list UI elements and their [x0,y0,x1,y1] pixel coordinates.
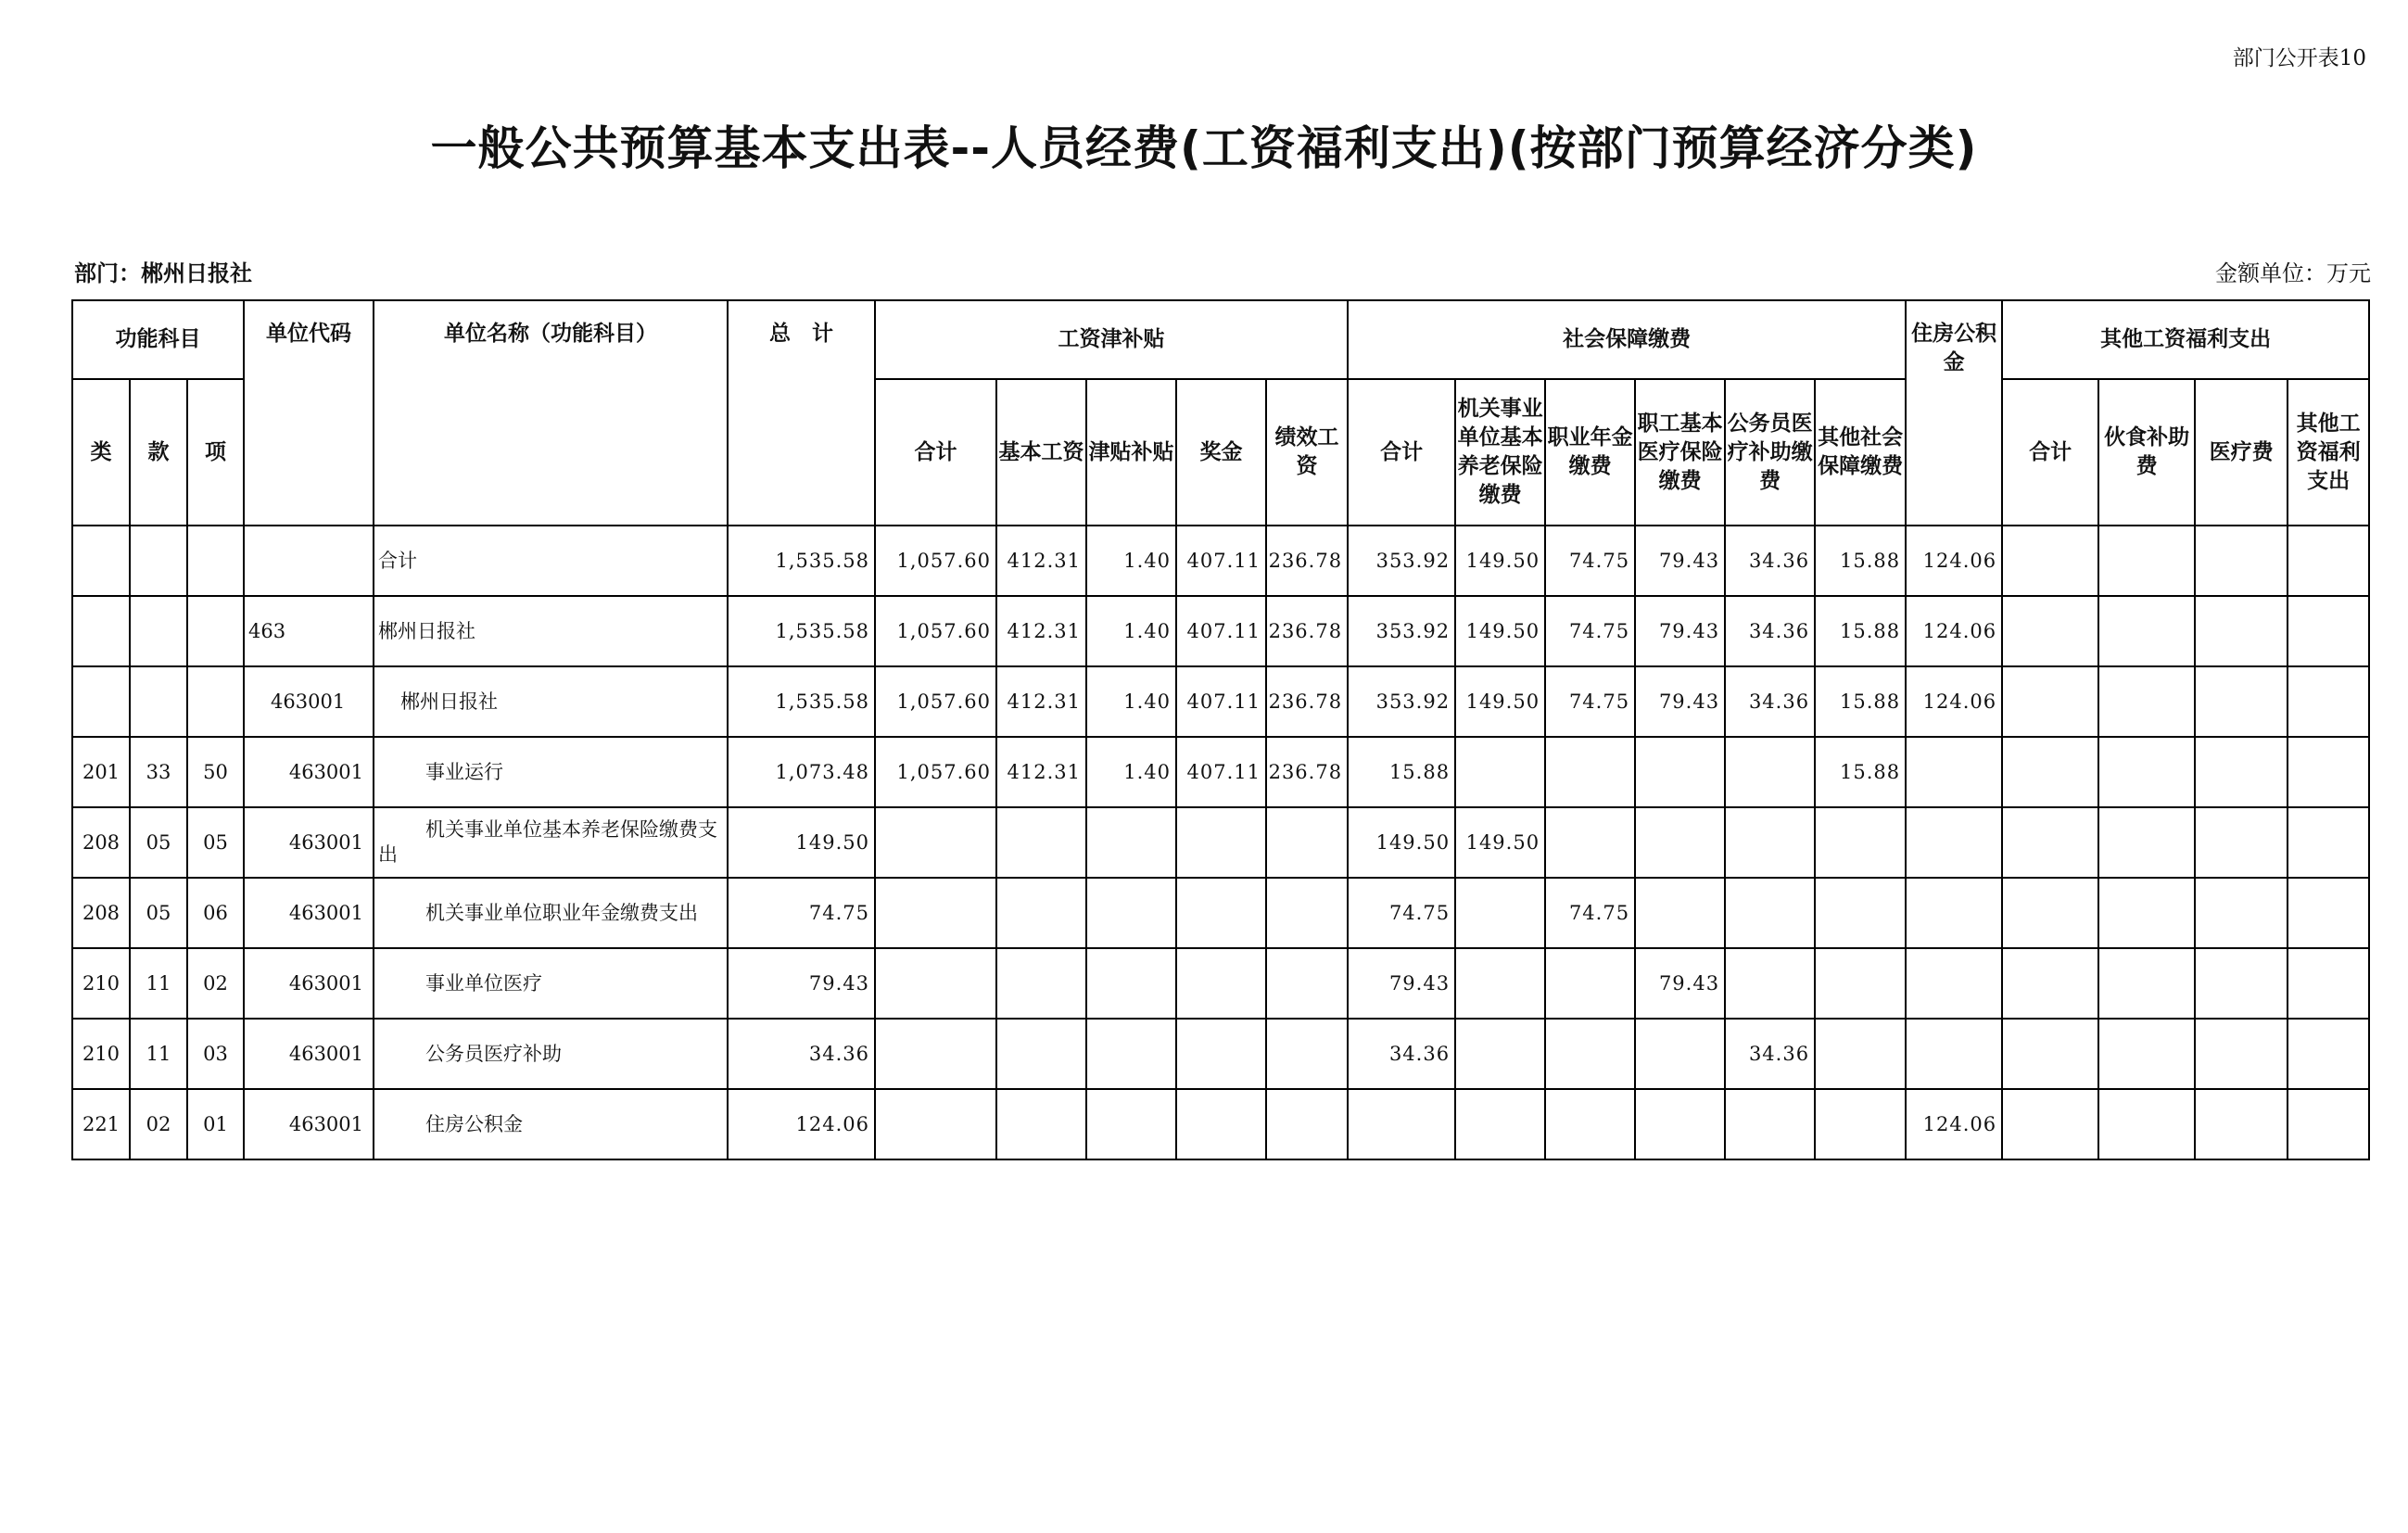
pension-cell [1455,948,1545,1019]
basic-wage-cell [996,1089,1086,1159]
other-welfare-cell [2288,1019,2369,1089]
other-welfare-cell [2288,948,2369,1019]
other-welfare-cell [2288,878,2369,948]
wage-subtotal-header: 合计 [875,379,996,526]
social-total-cell: 15.88 [1348,737,1455,807]
other-total-cell [2002,596,2098,666]
meal-cell [2098,666,2195,737]
annuity-cell [1545,948,1635,1019]
civil-medical-cell [1725,807,1815,878]
bonus-cell: 407.11 [1176,526,1266,596]
xiang-cell: 01 [187,1089,244,1159]
xiang-cell: 05 [187,807,244,878]
unit-code-cell [244,526,374,596]
meal-cell [2098,1089,2195,1159]
pension-header: 机关事业单位基本养老保险缴费 [1455,379,1545,526]
other-total-cell [2002,526,2098,596]
allowance-cell: 1.40 [1086,526,1176,596]
total-cell: 1,535.58 [728,666,875,737]
bonus-cell [1176,878,1266,948]
annuity-cell [1545,1019,1635,1089]
other-social-cell: 15.88 [1815,666,1906,737]
annuity-cell [1545,1089,1635,1159]
annuity-cell [1545,737,1635,807]
table-row [72,666,2369,737]
performance-cell: 236.78 [1266,666,1348,737]
other-total-cell [2002,737,2098,807]
lei-cell: 221 [72,1089,130,1159]
occupational-annuity-header: 职业年金缴费 [1545,379,1635,526]
kuan-cell: 05 [130,807,187,878]
medical-fee-cell [2195,526,2288,596]
performance-cell [1266,1089,1348,1159]
pension-cell: 149.50 [1455,666,1545,737]
lei-cell: 208 [72,807,130,878]
basic-wage-cell: 412.31 [996,526,1086,596]
form-number-label: 部门公开表10 [2232,46,2366,70]
performance-wage-header: 绩效工资 [1266,379,1348,526]
social-group-header: 社会保障缴费 [1348,300,1906,379]
annuity-cell: 74.75 [1545,596,1635,666]
pension-cell: 149.50 [1455,526,1545,596]
unit-code-cell: 463001 [244,1089,374,1159]
xiang-cell: 06 [187,878,244,948]
medical-insurance-cell: 79.43 [1635,948,1725,1019]
kuan-cell: 11 [130,1019,187,1089]
meal-allowance-header: 伙食补助费 [2098,379,2195,526]
xiang-cell: 03 [187,1019,244,1089]
medical-insurance-cell [1635,737,1725,807]
unit-code-cell: 463 [244,596,374,666]
unit-name-header: 单位名称（功能科目） [374,300,728,526]
meal-cell [2098,807,2195,878]
annuity-cell: 74.75 [1545,878,1635,948]
medical-fee-cell [2195,807,2288,878]
unit-code-cell: 463001 [244,878,374,948]
lei-cell: 201 [72,737,130,807]
wage-total-cell [875,948,996,1019]
medical-fee-header: 医疗费 [2195,379,2288,526]
medical-insurance-cell [1635,807,1725,878]
social-total-cell [1348,1089,1455,1159]
other-social-header: 其他社会保障缴费 [1815,379,1906,526]
other-total-cell [2002,807,2098,878]
total-cell: 34.36 [728,1019,875,1089]
annuity-cell: 74.75 [1545,526,1635,596]
table-row [72,526,2369,596]
total-cell: 149.50 [728,807,875,878]
unit-code-cell: 463001 [244,1019,374,1089]
xiang-cell: 50 [187,737,244,807]
xiang-cell [187,666,244,737]
housing-fund-cell: 124.06 [1906,666,2002,737]
medical-fee-cell [2195,948,2288,1019]
meal-cell [2098,878,2195,948]
table-row [72,1089,2369,1159]
bonus-cell: 407.11 [1176,596,1266,666]
allowance-cell [1086,878,1176,948]
other-total-cell [2002,1019,2098,1089]
table-row [72,1019,2369,1089]
allowance-header: 津贴补贴 [1086,379,1176,526]
basic-wage-cell [996,948,1086,1019]
performance-cell: 236.78 [1266,526,1348,596]
basic-wage-cell [996,1019,1086,1089]
table-row [72,807,2369,878]
other-total-cell [2002,878,2098,948]
meal-cell [2098,948,2195,1019]
medical-insurance-header: 职工基本医疗保险缴费 [1635,379,1725,526]
lei-cell [72,526,130,596]
page-title: 一般公共预算基本支出表--人员经费(工资福利支出)(按部门预算经济分类) [430,121,1978,175]
other-social-cell: 15.88 [1815,526,1906,596]
performance-cell: 236.78 [1266,737,1348,807]
total-cell: 79.43 [728,948,875,1019]
kuan-cell: 02 [130,1089,187,1159]
kuan-cell: 11 [130,948,187,1019]
basic-wage-cell: 412.31 [996,737,1086,807]
medical-insurance-cell: 79.43 [1635,526,1725,596]
unit-code-cell: 463001 [244,807,374,878]
other-welfare-cell [2288,526,2369,596]
social-total-cell: 149.50 [1348,807,1455,878]
other-welfare-cell [2288,596,2369,666]
xiang-cell [187,596,244,666]
housing-fund-header: 住房公积金 [1906,300,2002,526]
kuan-cell: 05 [130,878,187,948]
annuity-cell: 74.75 [1545,666,1635,737]
wage-total-cell [875,807,996,878]
other-social-cell [1815,1019,1906,1089]
housing-fund-cell [1906,948,2002,1019]
total-cell: 74.75 [728,878,875,948]
pension-cell [1455,1019,1545,1089]
basic-wage-header: 基本工资 [996,379,1086,526]
xiang-header: 项 [187,379,244,526]
bonus-cell: 407.11 [1176,737,1266,807]
kuan-cell: 33 [130,737,187,807]
allowance-cell [1086,948,1176,1019]
lei-cell [72,596,130,666]
housing-fund-cell [1906,737,2002,807]
meal-cell [2098,596,2195,666]
bonus-cell [1176,807,1266,878]
civil-servant-medical-header: 公务员医疗补助缴费 [1725,379,1815,526]
medical-fee-cell [2195,1019,2288,1089]
meal-cell [2098,737,2195,807]
table-row [72,596,2369,666]
kuan-header: 款 [130,379,187,526]
housing-fund-cell: 124.06 [1906,526,2002,596]
bonus-cell [1176,1089,1266,1159]
medical-fee-cell [2195,737,2288,807]
medical-insurance-cell [1635,1019,1725,1089]
pension-cell: 149.50 [1455,596,1545,666]
bonus-cell [1176,948,1266,1019]
performance-cell [1266,948,1348,1019]
allowance-cell [1086,1089,1176,1159]
medical-insurance-cell: 79.43 [1635,666,1725,737]
housing-fund-cell [1906,1019,2002,1089]
table-row [72,878,2369,948]
civil-medical-cell [1725,948,1815,1019]
xiang-cell: 02 [187,948,244,1019]
meal-cell [2098,526,2195,596]
department-label: 部门：郴州日报社 [74,260,252,286]
basic-wage-cell: 412.31 [996,666,1086,737]
kuan-cell [130,666,187,737]
meal-cell [2098,1019,2195,1089]
civil-medical-cell [1725,878,1815,948]
lei-header: 类 [72,379,130,526]
bonus-cell [1176,1019,1266,1089]
wage-total-cell: 1,057.60 [875,666,996,737]
unit-name-cell: 事业运行 [374,737,728,807]
allowance-cell: 1.40 [1086,666,1176,737]
other-social-cell [1815,878,1906,948]
medical-insurance-cell: 79.43 [1635,596,1725,666]
func-subject-header: 功能科目 [72,300,244,379]
bonus-header: 奖金 [1176,379,1266,526]
unit-code-cell: 463001 [244,666,374,737]
basic-wage-cell: 412.31 [996,596,1086,666]
other-social-cell: 15.88 [1815,596,1906,666]
other-social-cell [1815,807,1906,878]
social-total-cell: 79.43 [1348,948,1455,1019]
table-row [72,948,2369,1019]
social-total-cell: 74.75 [1348,878,1455,948]
lei-cell: 208 [72,878,130,948]
performance-cell [1266,1019,1348,1089]
total-cell: 1,535.58 [728,526,875,596]
kuan-cell [130,596,187,666]
table-row [72,737,2369,807]
social-total-cell: 34.36 [1348,1019,1455,1089]
wage-total-cell: 1,057.60 [875,596,996,666]
other-welfare-cell [2288,807,2369,878]
unit-code-header: 单位代码 [244,300,374,526]
basic-wage-cell [996,878,1086,948]
basic-wage-cell [996,807,1086,878]
performance-cell [1266,878,1348,948]
civil-medical-cell: 34.36 [1725,666,1815,737]
unit-name-cell: 机关事业单位基本养老保险缴费支出 [374,807,728,878]
total-cell: 124.06 [728,1089,875,1159]
other-welfare-cell [2288,1089,2369,1159]
unit-name-cell: 郴州日报社 [374,666,728,737]
kuan-cell [130,526,187,596]
civil-medical-cell [1725,737,1815,807]
social-total-cell: 353.92 [1348,526,1455,596]
other-social-cell: 15.88 [1815,737,1906,807]
performance-cell [1266,807,1348,878]
other-total-cell [2002,666,2098,737]
performance-cell: 236.78 [1266,596,1348,666]
social-subtotal-header: 合计 [1348,379,1455,526]
xiang-cell [187,526,244,596]
social-total-cell: 353.92 [1348,596,1455,666]
other-welfare-cell [2288,666,2369,737]
unit-code-cell: 463001 [244,948,374,1019]
other-social-cell [1815,948,1906,1019]
unit-name-cell: 郴州日报社 [374,596,728,666]
housing-fund-cell [1906,878,2002,948]
lei-cell: 210 [72,1019,130,1089]
wage-group-header: 工资津补贴 [875,300,1348,379]
unit-name-cell: 机关事业单位职业年金缴费支出 [374,878,728,948]
wage-total-cell: 1,057.60 [875,737,996,807]
medical-fee-cell [2195,666,2288,737]
social-total-cell: 353.92 [1348,666,1455,737]
allowance-cell [1086,807,1176,878]
unit-name-cell: 住房公积金 [374,1089,728,1159]
lei-cell: 210 [72,948,130,1019]
total-header: 总 计 [728,300,875,526]
housing-fund-cell: 124.06 [1906,596,2002,666]
medical-fee-cell [2195,878,2288,948]
housing-fund-cell [1906,807,2002,878]
unit-name-cell: 公务员医疗补助 [374,1019,728,1089]
other-group-header: 其他工资福利支出 [2002,300,2369,379]
medical-insurance-cell [1635,878,1725,948]
other-total-cell [2002,1089,2098,1159]
unit-name-cell: 事业单位医疗 [374,948,728,1019]
wage-total-cell [875,878,996,948]
civil-medical-cell: 34.36 [1725,596,1815,666]
total-cell: 1,073.48 [728,737,875,807]
other-subtotal-header: 合计 [2002,379,2098,526]
allowance-cell: 1.40 [1086,596,1176,666]
amount-unit-label: 金额单位：万元 [2215,260,2371,286]
wage-total-cell [875,1089,996,1159]
medical-fee-cell [2195,1089,2288,1159]
medical-fee-cell [2195,596,2288,666]
wage-total-cell: 1,057.60 [875,526,996,596]
pension-cell [1455,878,1545,948]
other-total-cell [2002,948,2098,1019]
other-social-cell [1815,1089,1906,1159]
other-welfare-cell [2288,737,2369,807]
budget-table [71,299,2370,1160]
medical-insurance-cell [1635,1089,1725,1159]
other-welfare-header: 其他工资福利支出 [2288,379,2369,526]
pension-cell [1455,1089,1545,1159]
bonus-cell: 407.11 [1176,666,1266,737]
allowance-cell [1086,1019,1176,1089]
unit-name-cell: 合计 [374,526,728,596]
total-cell: 1,535.58 [728,596,875,666]
civil-medical-cell: 34.36 [1725,526,1815,596]
wage-total-cell [875,1019,996,1089]
civil-medical-cell [1725,1089,1815,1159]
lei-cell [72,666,130,737]
allowance-cell: 1.40 [1086,737,1176,807]
pension-cell: 149.50 [1455,807,1545,878]
housing-fund-cell: 124.06 [1906,1089,2002,1159]
annuity-cell [1545,807,1635,878]
civil-medical-cell: 34.36 [1725,1019,1815,1089]
unit-code-cell: 463001 [244,737,374,807]
pension-cell [1455,737,1545,807]
